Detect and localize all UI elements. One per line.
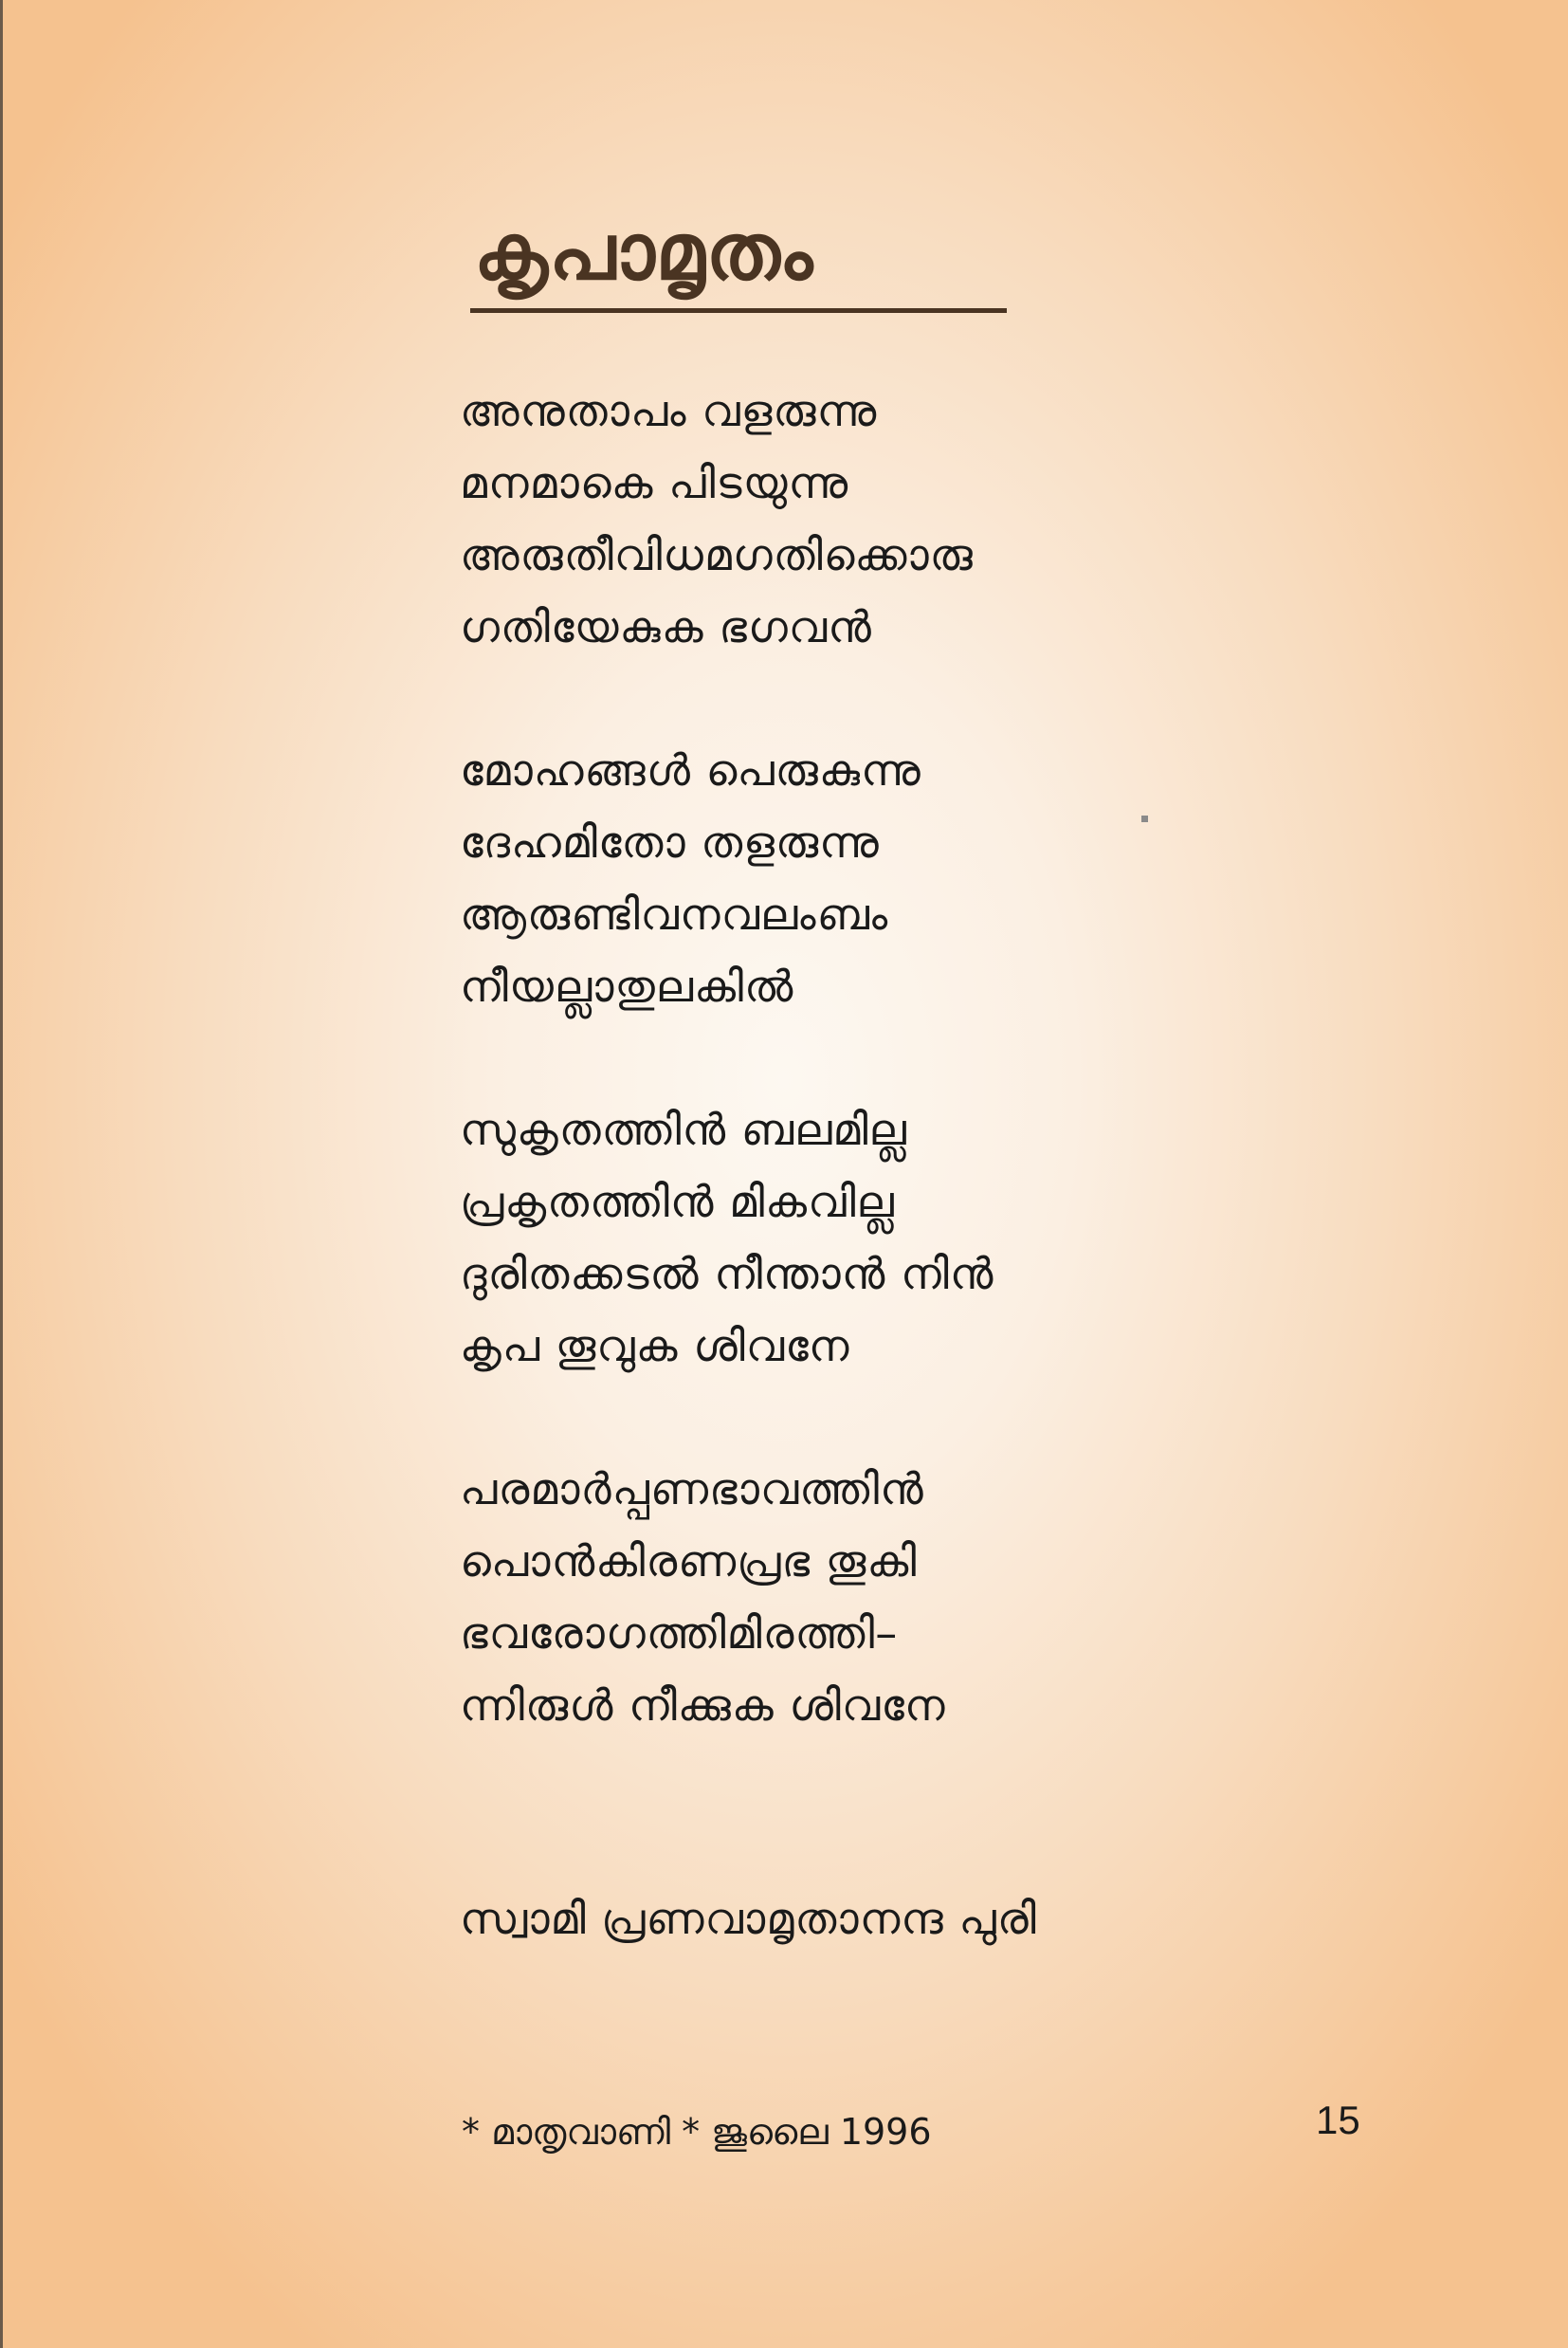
- poem-line: ദുരിതക്കടൽ നീന്താൻ നിൻ: [460, 1248, 994, 1299]
- poem-line: മനമാകെ പിടയുന്നു: [460, 457, 849, 508]
- poem-title: കൃപാമൃതം: [474, 208, 814, 298]
- poem-line: പൊൻകിരണപ്രഭ തൂകി: [460, 1535, 918, 1587]
- poem-line: ന്നിരുൾ നീക്കുക ശിവനേ: [460, 1679, 946, 1731]
- source-footnote: * മാതൃവാണി * ജൂലൈ 1996: [462, 2111, 932, 2153]
- poem-line: പ്രകൃതത്തിൻ മികവില്ല: [460, 1176, 895, 1227]
- author-name: സ്വാമി പ്രണവാമൃതാനന്ദ പുരി: [460, 1893, 1037, 1944]
- poem-line: കൃപ തൂവുക ശിവനേ: [460, 1320, 850, 1371]
- poem-line: പരമാർപ്പണഭാവത്തിൻ: [460, 1463, 924, 1514]
- poem-line: ഭവരോഗത്തിമിരത്തി–: [460, 1607, 899, 1659]
- poem-line: ദേഹമിതോ തളരുന്നു: [460, 816, 880, 868]
- poem-line: ഗതിയേകുക ഭഗവൻ: [460, 601, 872, 652]
- title-underline: [470, 308, 1007, 313]
- stanza-1: [460, 375, 1313, 663]
- poem-line: അരുതീവിധമഗതിക്കൊരു: [460, 529, 974, 580]
- poem-line: നീയല്ലാതുലകിൽ: [460, 961, 794, 1012]
- poem-line: അനുതാപം വളരുന്നു: [460, 385, 878, 436]
- poem-body: [460, 375, 1313, 1812]
- page-edge-line: [0, 0, 3, 2348]
- stanza-3: [460, 1093, 1313, 1382]
- poem-line: ആരുണ്ടിവനവലംബം: [460, 889, 889, 940]
- stray-mark: [1141, 816, 1148, 822]
- poem-line: സുകൃതത്തിൻ ബലമില്ല: [460, 1104, 907, 1155]
- stanza-4: [460, 1453, 1313, 1741]
- page-number: 15: [1316, 2098, 1360, 2142]
- poem-line: മോഹങ്ങൾ പെരുകുന്നു: [460, 744, 921, 796]
- stanza-2: [460, 734, 1313, 1022]
